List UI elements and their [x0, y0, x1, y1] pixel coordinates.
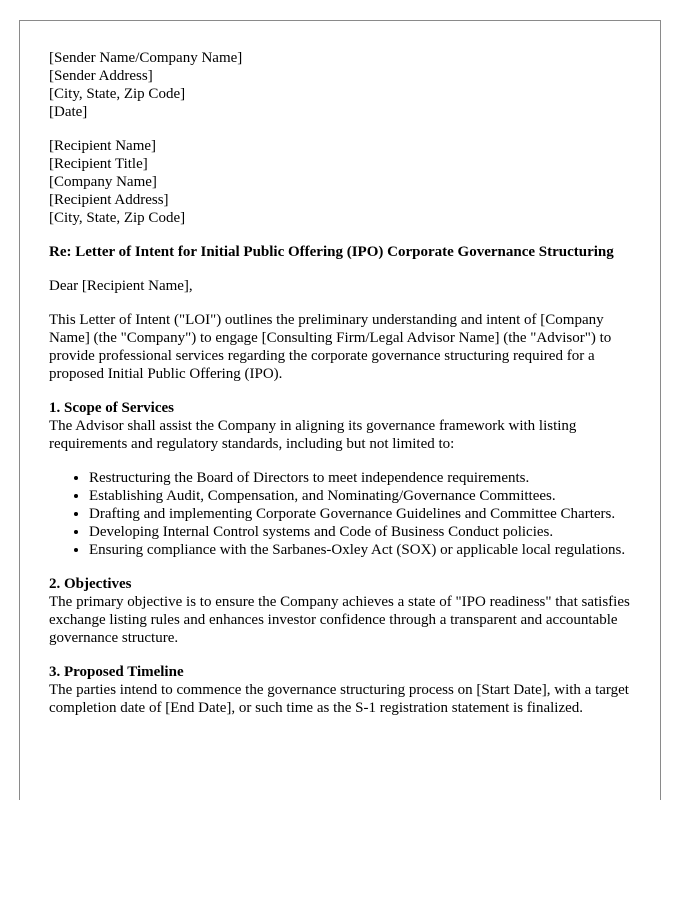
timeline-text: The parties intend to commence the governance structuring process on [Start Date], with a target completion date of [End Date], or such time as the S-1 registration statement is finalized. [49, 682, 629, 716]
subject-line: Re: Letter of Intent for Initial Public Offering (IPO) Corporate Governance Structuring [49, 244, 614, 260]
objectives-heading: 2. Objectives [49, 576, 132, 592]
sender-city: [City, State, Zip Code] [49, 86, 186, 102]
scope-list [49, 469, 645, 559]
section-scope [49, 399, 645, 559]
objectives-text: The primary objective is to ensure the Company achieves a state of "IPO readiness" that satisfies exchange listing rules and enhances investor confidence through a transparent and accountable governance structure. [49, 594, 630, 646]
recipient-name: [Recipient Name] [49, 138, 157, 154]
recipient-city: [City, State, Zip Code] [49, 210, 186, 226]
letter-content [49, 49, 645, 733]
letter-date: [Date] [49, 104, 88, 120]
recipient-company: [Company Name] [49, 174, 157, 190]
list-item: • Establishing Audit, Compensation, and Nominating/Governance Committees. [89, 487, 645, 505]
recipient-title: [Recipient Title] [49, 156, 148, 172]
recipient-block [49, 137, 645, 227]
list-item: • Drafting and implementing Corporate Governance Guidelines and Committee Charters. [89, 505, 645, 523]
section-objectives [49, 575, 645, 647]
list-item: • Restructuring the Board of Directors to meet independence requirements. [89, 469, 645, 487]
intro-paragraph: This Letter of Intent ("LOI") outlines the preliminary understanding and intent of [Company Name] (the "Company") to engage [Consulting Firm/Legal Advisor Name] (the "Advisor") to provide professional services regarding the corporate governance structuring required for a proposed Initial Public Offering (IPO). [49, 312, 612, 382]
recipient-address: [Recipient Address] [49, 192, 169, 208]
sender-name: [Sender Name/Company Name] [49, 50, 243, 66]
scope-text: The Advisor shall assist the Company in aligning its governance framework with listing requirements and regulatory standards, including but not limited to: [49, 418, 577, 452]
timeline-heading: 3. Proposed Timeline [49, 664, 184, 680]
list-item: • Ensuring compliance with the Sarbanes-Oxley Act (SOX) or applicable local regulations. [89, 541, 645, 559]
section-timeline [49, 663, 645, 717]
letter-page [19, 20, 661, 800]
sender-block [49, 49, 645, 121]
scope-heading: 1. Scope of Services [49, 400, 174, 416]
sender-address: [Sender Address] [49, 68, 153, 84]
salutation: Dear [Recipient Name], [49, 278, 193, 294]
list-item: • Developing Internal Control systems and Code of Business Conduct policies. [89, 523, 645, 541]
